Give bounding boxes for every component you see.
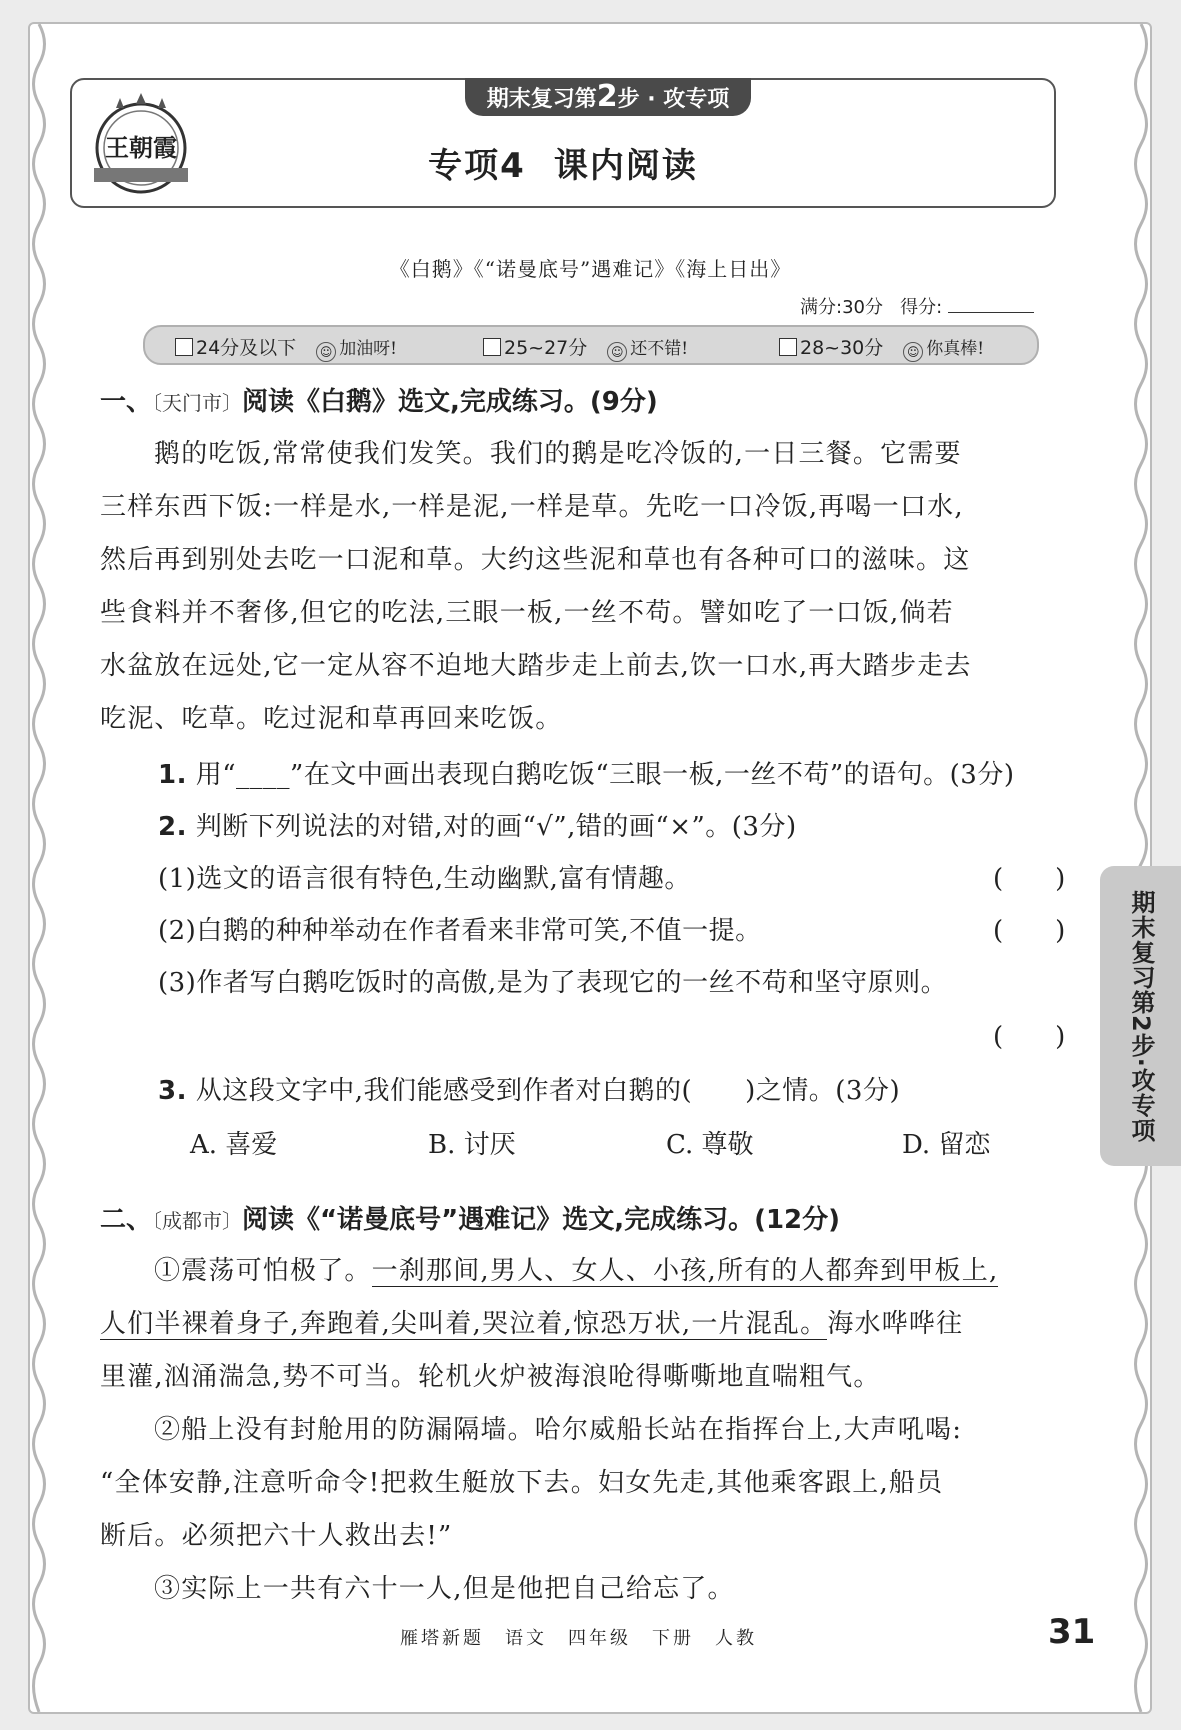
question-2-item-3: (3)作者写白鹅吃饭时的高傲,是为了表现它的一丝不苟和坚守原则。 [158,968,948,998]
section-1-source: 〔天门市〕 [152,391,243,415]
title-topic-number: 专项4 [428,146,526,186]
answer-paren[interactable]: ( ) [993,1022,1066,1052]
checkbox-icon[interactable] [779,338,797,356]
score-label: 得分: [900,297,943,318]
question-2: 2. 判断下列说法的对错,对的画“√”,错的画“×”。(3分) [158,812,797,842]
score-blank[interactable] [948,294,1034,313]
step-prefix: 期末复习第 [486,87,597,112]
checkbox-icon[interactable] [175,338,193,356]
rating-item[interactable]: 24分及以下 ☺ 加油呀! [175,333,397,362]
section-2-source: 〔成都市〕 [152,1209,243,1233]
option-a[interactable]: A. 喜爱 [190,1130,278,1160]
answer-paren[interactable]: ( ) [993,864,1066,894]
smiley-icon: ☺ [607,342,627,362]
answer-paren[interactable]: ( ) [993,916,1066,946]
underlined-sentence: 一刹那间,男人、女人、小孩,所有的人都奔到甲板上, [371,1256,999,1286]
section-1-passage: 鹅的吃饭,常常使我们发笑。我们的鹅是吃冷饭的,一日三餐。它需要 三样东西下饭:一样是水,一样是泥,一样是草。先吃一口冷饭,再喝一口水, 然后再到别处去吃一口泥和草。大约这些泥和草也有各种可口的滋味。这 些食料并不奢侈,但它的吃法,三眼一板,一丝不苟。譬如吃了一口饭,倘若 水盆放在远处,它一定从容不迫地大踏步走上前去,饮一口水,再大踏步走去 吃泥、吃草。吃过泥和草再回来吃饭。 [100,439,972,734]
step-number: 2 [596,79,618,114]
underlined-sentence: 人们半裸着身子,奔跑着,尖叫着,哭泣着,惊恐万状,一片混乱。 [100,1309,828,1339]
question-3: 3. 从这段文字中,我们能感受到作者对白鹅的( )之情。(3分) [158,1076,901,1106]
step-tab [465,78,751,116]
question-2-item-1: (1)选文的语言很有特色,生动幽默,富有情趣。 [158,864,691,894]
section-2-passage: ①震荡可怕极了。一刹那间,男人、女人、小孩,所有的人都奔到甲板上, 人们半裸着身子,奔跑着,尖叫着,哭泣着,惊恐万状,一片混乱。海水哗哗往 里灌,汹涌湍急,势不可当。轮机火炉被海浪呛得嘶嘶地直喘粗气。 ②船上没有封舱用的防漏隔墙。哈尔威船长站在指挥台上,大声吼喝: “全体安静,注意听命令!把救生艇放下去。妇女先走,其他乘客跟上,船员 断后。必须把六十人救出去!” ③实际上一共有六十一人,但是他把自己给忘了。 [100,1256,999,1604]
score-line [800,293,1034,319]
lesson-list: 《白鹅》《“诺曼底号”遇难记》《海上日出》 [389,257,792,281]
svg-text:王朝霞: 王朝霞 [105,133,177,162]
section-2-heading: 二、〔成都市〕阅读《“诺曼底号”遇难记》选文,完成练习。(12分) [100,1205,841,1235]
question-1: 1. 用“____”在文中画出表现白鹅吃饭“三眼一板,一丝不苟”的语句。(3分) [158,760,1015,790]
header-banner [70,78,1056,208]
side-tab: 期末复习第2步·攻专项 [1100,866,1181,1166]
rating-item[interactable]: 28~30分 ☺ 你真棒! [779,333,984,362]
option-b[interactable]: B. 讨厌 [428,1130,516,1160]
rating-item[interactable]: 25~27分 ☺ 还不错! [483,333,688,362]
page-title [72,138,1054,187]
step-suffix: 步 · 攻专项 [617,87,730,112]
page-number: 31 [1048,1612,1096,1652]
title-topic-name: 课内阅读 [553,146,698,186]
section-1-heading: 一、〔天门市〕阅读《白鹅》选文,完成练习。(9分) [100,387,658,417]
smiley-icon: ☺ [316,342,336,362]
rating-bar [143,325,1039,365]
option-d[interactable]: D. 留恋 [902,1130,991,1160]
footer-book-info: 雁塔新题 语文 四年级 下册 人教 [400,1628,757,1649]
option-c[interactable]: C. 尊敬 [666,1130,754,1160]
full-score: 满分:30分 [800,297,883,318]
smiley-icon: ☺ [903,342,923,362]
checkbox-icon[interactable] [483,338,501,356]
question-2-item-2: (2)白鹅的种种举动在作者看来非常可笑,不值一提。 [158,916,762,946]
